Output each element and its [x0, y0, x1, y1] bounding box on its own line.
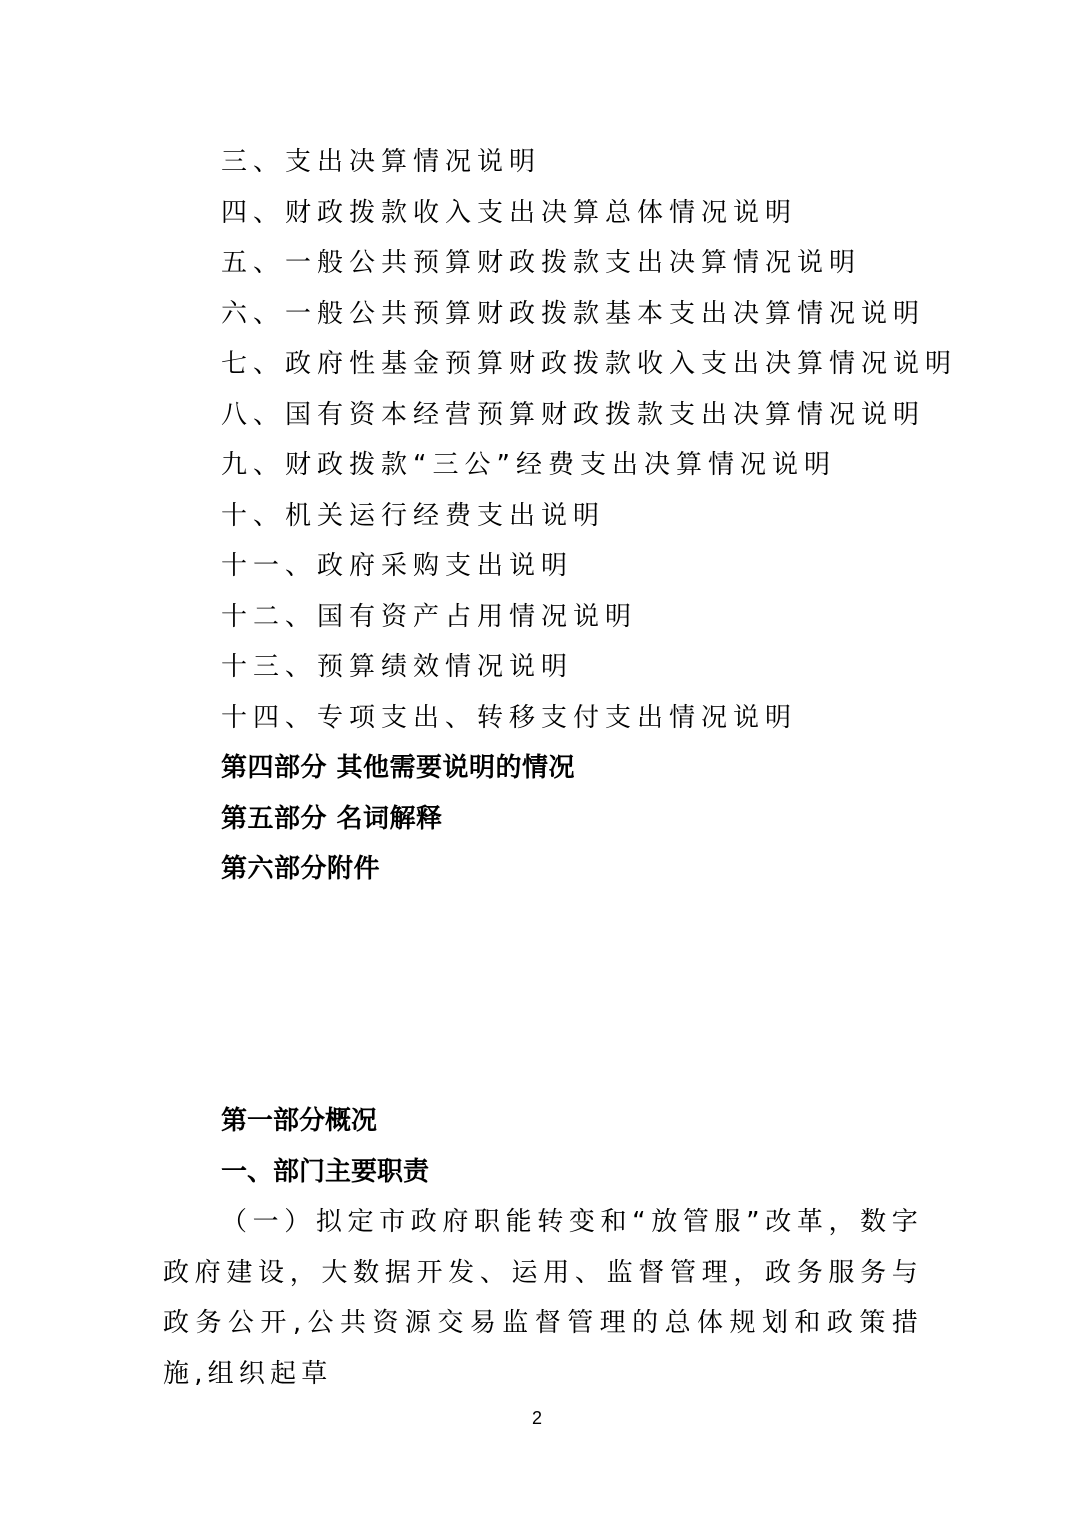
toc-item: 三、支出决算情况说明 — [221, 147, 542, 177]
part-title: 第一部分概况 — [221, 1106, 378, 1136]
toc-item: 七、政府性基金预算财政拨款收入支出决算情况说明 — [221, 349, 958, 379]
body-paragraph: （一）拟定市政府职能转变和“放管服”改革，数字政府建设，大数据开发、运用、监督管理，政务服务与政务公开,公共资源交易监督管理的总体规划和政策措施,组织起草 — [163, 1207, 923, 1389]
toc-part-heading: 第四部分 其他需要说明的情况 — [221, 753, 576, 783]
toc-item: 十一、政府采购支出说明 — [221, 551, 574, 581]
toc-item: 十三、预算绩效情况说明 — [221, 652, 574, 682]
overview-section — [163, 1096, 923, 1399]
toc-part-heading: 第六部分附件 — [221, 854, 381, 884]
toc-item: 十四、专项支出、转移支付支出情况说明 — [221, 702, 798, 733]
toc-item: 九、财政拨款“三公”经费支出决算情况说明 — [221, 450, 836, 480]
section-title: 一、部门主要职责 — [221, 1156, 430, 1187]
toc-item: 十、机关运行经费支出说明 — [221, 500, 606, 531]
toc-item: 四、财政拨款收入支出决算总体情况说明 — [221, 197, 798, 228]
toc-part-heading: 第五部分 名词解释 — [221, 803, 443, 834]
toc-item: 六、一般公共预算财政拨款基本支出决算情况说明 — [221, 298, 926, 329]
table-of-contents — [221, 137, 1021, 895]
toc-item: 十二、国有资产占用情况说明 — [221, 601, 638, 632]
toc-item: 八、国有资本经营预算财政拨款支出决算情况说明 — [221, 399, 926, 430]
toc-item: 五、一般公共预算财政拨款支出决算情况说明 — [221, 248, 862, 278]
page-number: 2 — [531, 1408, 542, 1428]
